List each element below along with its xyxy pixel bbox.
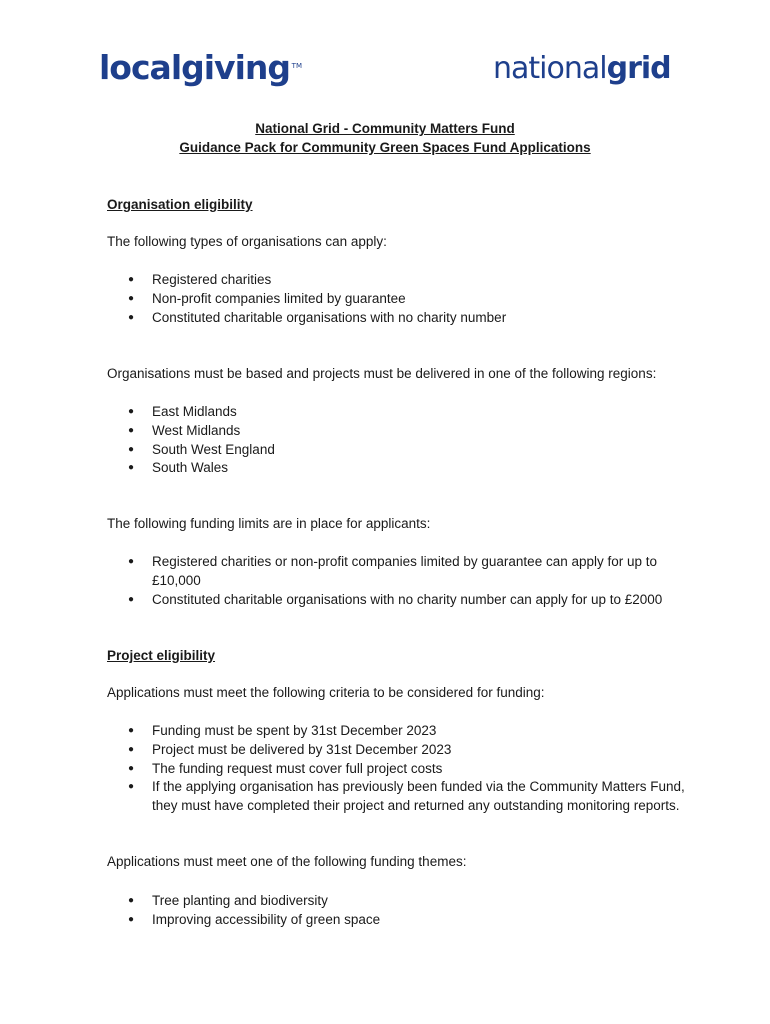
themes-intro: Applications must meet one of the following funding themes: (107, 854, 467, 869)
list-item: ● Registered charities or non-profit companies limited by guarantee can apply for up to £10,000 (128, 553, 688, 591)
document-subtitle: Guidance Pack for Community Green Spaces Fund Applications (179, 140, 591, 155)
localgiving-logo-text: localgiving (99, 48, 290, 87)
nationalgrid-logo-bold: grid (606, 51, 671, 86)
regions-intro: Organisations must be based and projects must be delivered in one of the following regions: (107, 366, 657, 381)
list-item: ● Funding must be spent by 31st December 2023 (128, 722, 688, 741)
themes-list (128, 892, 688, 930)
nationalgrid-logo (493, 50, 671, 88)
list-item: ● Improving accessibility of green space (128, 911, 688, 930)
section-heading-organisation: Organisation eligibility (107, 197, 253, 212)
funding-limits-list (128, 553, 688, 609)
list-item: ● Tree planting and biodiversity (128, 892, 688, 911)
criteria-intro: Applications must meet the following criteria to be considered for funding: (107, 685, 545, 700)
section-heading-project: Project eligibility (107, 648, 216, 663)
list-item: ● East Midlands (128, 403, 688, 422)
list-item: ● South Wales (128, 459, 688, 478)
regions-list (128, 403, 688, 478)
trademark-mark: TM (291, 62, 302, 70)
list-item: ● West Midlands (128, 422, 688, 441)
org-types-intro: The following types of organisations can apply: (107, 234, 387, 249)
document-title: National Grid - Community Matters Fund (255, 121, 515, 136)
nationalgrid-logo-prefix: national (493, 51, 607, 86)
limits-intro: The following funding limits are in place for applicants: (107, 516, 431, 531)
list-item: ● Registered charities (128, 271, 688, 290)
list-item: ● Project must be delivered by 31st December 2023 (128, 741, 688, 760)
list-item: ● Constituted charitable organisations with no charity number can apply for up to £2000 (128, 591, 688, 610)
criteria-list (128, 722, 688, 816)
list-item: ● Constituted charitable organisations with no charity number (128, 309, 688, 328)
localgiving-logo (99, 48, 302, 88)
org-types-list (128, 271, 688, 327)
list-item: ● Non-profit companies limited by guarantee (128, 290, 688, 309)
list-item: ● South West England (128, 441, 688, 460)
list-item: ● If the applying organisation has previously been funded via the Community Matters Fund, they must have completed their project and returned any outstanding monitoring reports. (128, 778, 688, 816)
list-item: ● The funding request must cover full project costs (128, 760, 688, 779)
